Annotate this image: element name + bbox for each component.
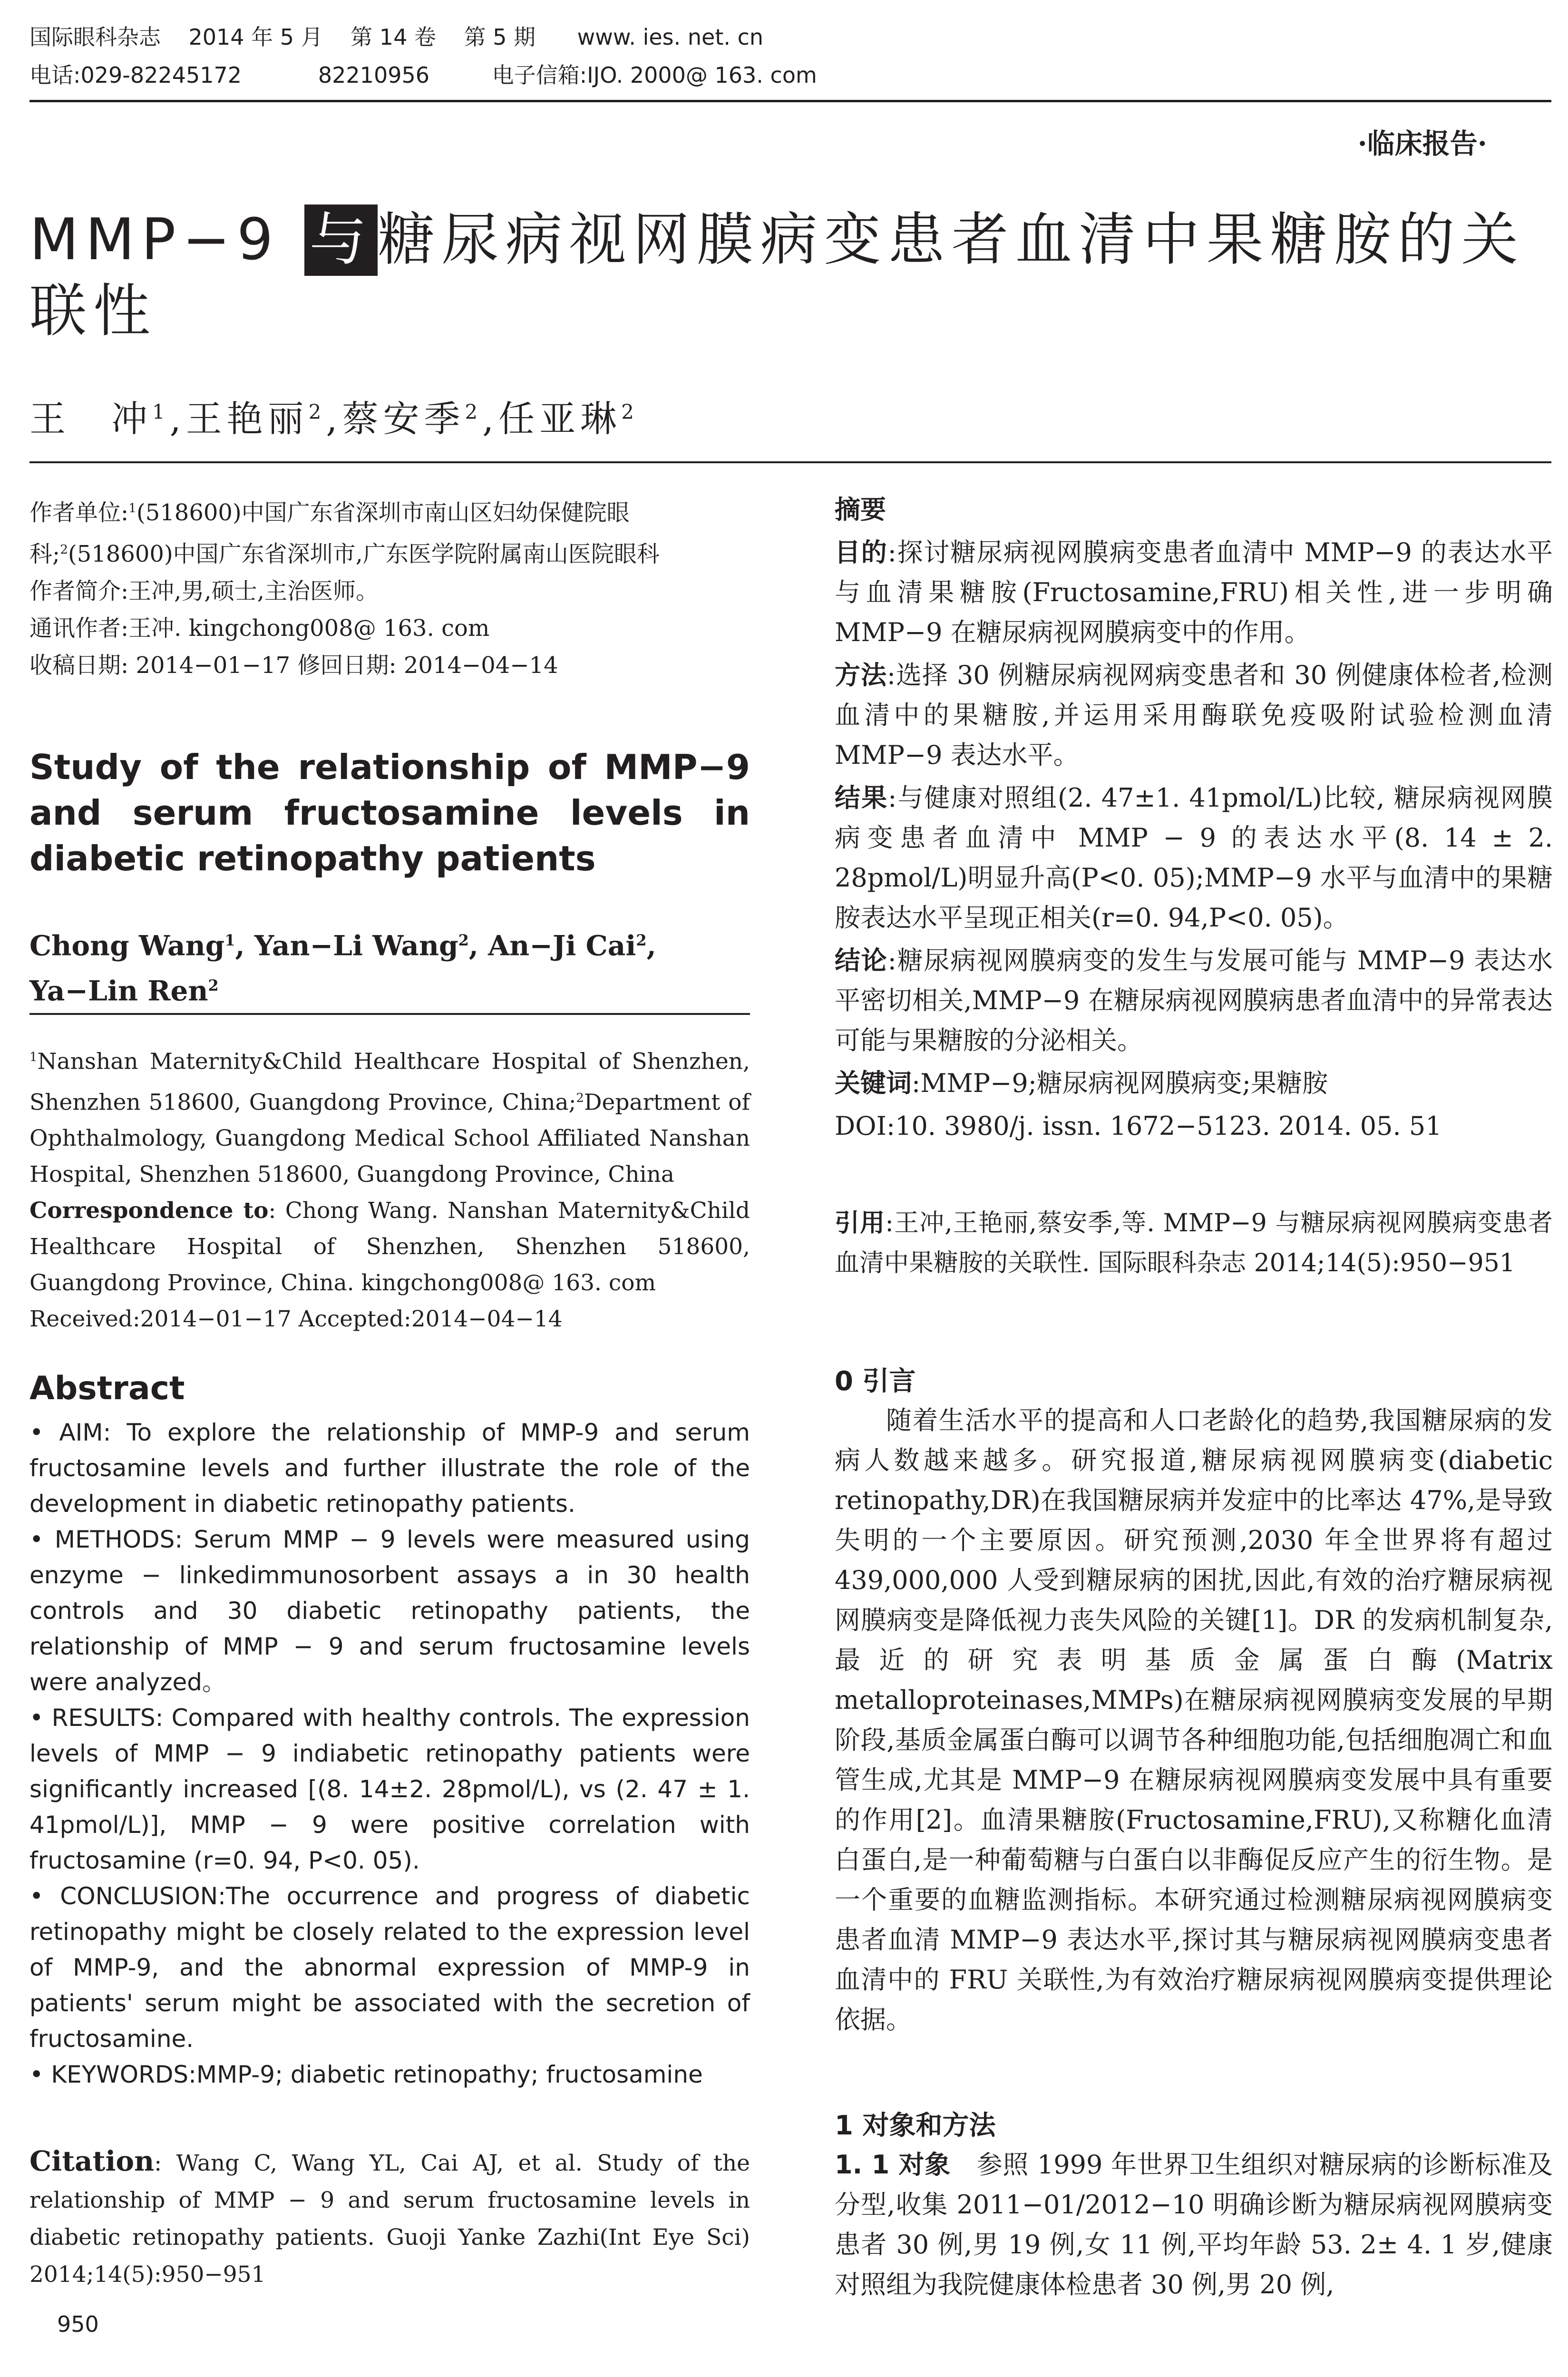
affil-cn-sup1: 1 — [128, 501, 136, 516]
methods-text: 参照 1999 年世界卫生组织对糖尿病的诊断标准及分型,收集 2011−01/2012−10 明确诊断为糖尿病视网膜病变患者 30 例,男 19 例,女 11 例,平均年龄 53. 2± 4. 1 岁,健康对照组为我院健康体检患者 30 例,男 20 例, — [835, 2150, 1553, 2299]
citation-cn — [835, 1203, 1553, 1283]
affiliation-cn-units — [29, 490, 750, 573]
article-title — [29, 205, 1551, 347]
abstract-cn — [835, 490, 1553, 1149]
abstract-aim: • AIM: To explore the relationship of MMP-9 and serum fructosamine levels and further illustrate the role of the development in diabetic retinopathy patients. — [29, 1419, 750, 1518]
author-en-1-sup: 1 — [224, 931, 235, 949]
abstract-methods: • METHODS: Serum MMP − 9 levels were measured using enzyme − linkedimmunosorbent assays a in 30 health controls and 30 diabetic retinopathy patients, the relationship of MMP − 9 and serum fructosamine levels were analyzed。 — [29, 1526, 750, 1696]
affiliation-cn — [29, 490, 750, 684]
journal-header-line2: 电话:029-82245172 82210956 电子信箱:IJO. 2000@ 163. com — [29, 62, 817, 88]
abstract-cn-keywords-text: :MMP−9;糖尿病视网膜病变;果糖胺 — [912, 1068, 1328, 1098]
methods-subheading: 1. 1 对象 — [835, 2150, 951, 2180]
abstract-cn-results-text: :与健康对照组(2. 47±1. 41pmol/L)比较, 糖尿病视网膜病变患者血清中 MMP − 9 的表达水平(8. 14 ± 2. 28pmol/L)明显升高(P<0. 05);MMP−9 水平与血清中的果糖胺表达水平呈现正相关(r=0. 94,P<0. 05)。 — [835, 783, 1553, 933]
author-en-3-sup: 2 — [636, 931, 647, 949]
affil-cn-unit1: (518600)中国广东省深圳市南山区妇幼保健院眼科; — [29, 499, 630, 567]
correspondence-label: Correspondence to — [29, 1198, 269, 1224]
abstract-cn-aim-text: :探讨糖尿病视网膜病变患者血清中 MMP−9 的表达水平与血清果糖胺(Fructosamine,FRU)相关性,进一步明确 MMP−9 在糖尿病视网膜病变中的作用。 — [835, 537, 1553, 647]
section-label: ·临床报告· — [1357, 127, 1487, 160]
citation-cn-label: 引用 — [835, 1209, 886, 1237]
author-cn-1-sup: 1 — [152, 400, 170, 424]
author-en-3: , An−Ji Cai — [468, 929, 636, 962]
page-number: 950 — [57, 2311, 99, 2337]
title-rule — [29, 461, 1551, 463]
abstract-cn-aim — [835, 533, 1553, 653]
title-part2: 糖尿病视网膜病变患者血清中果糖胺的关联性 — [29, 207, 1525, 344]
english-title: Study of the relationship of MMP−9 and serum fructosamine levels in diabetic retinopathy patients — [29, 747, 750, 878]
authors-en — [29, 920, 750, 1011]
authors-cn — [29, 390, 639, 442]
title-mark: 与 — [304, 205, 378, 276]
abstract-cn-keywords-label: 关键词 — [835, 1068, 912, 1098]
abstract-heading: Abstract — [29, 1370, 185, 1407]
abstract-cn-keywords — [835, 1063, 1553, 1103]
dates-cn: 收稿日期: 2014−01−17 修回日期: 2014−04−14 — [29, 652, 558, 679]
affil-cn-label: 作者单位: — [29, 499, 129, 526]
abstract-cn-conclusion — [835, 941, 1553, 1061]
correspondence-en — [29, 1193, 750, 1301]
affil-en-unit2: Department of Ophthalmology, Guangdong Medical School Affiliated Nanshan Hospital, Shenzhen 518600, Guangdong Province, China — [29, 1089, 750, 1188]
methods-heading: 1 对象和方法 — [835, 2110, 996, 2141]
correspondence-text: : Chong Wang. Nanshan Maternity&Child Healthcare Hospital of Shenzhen, Shenzhen 518600, Guangdong Province, China. kingchong008@ 163. com — [29, 1198, 750, 1296]
citation-en-label: Citation — [29, 2145, 155, 2177]
author-cn-4-sup: 2 — [621, 400, 639, 424]
affil-en-sup1: 1 — [29, 1050, 38, 1064]
abstract-cn-results-label: 结果 — [835, 783, 888, 813]
author-en-4-sup: 2 — [208, 976, 219, 995]
abstract-cn-methods — [835, 655, 1553, 775]
citation-en-text: : Wang C, Wang YL, Cai AJ, et al. Study of the relationship of MMP − 9 and serum fructosamine levels in diabetic retinopathy patients. Guoji Yanke Zazhi(Int Eye Sci) 2014;14(5):950−951 — [29, 2150, 750, 2288]
intro-body: 随着生活水平的提高和人口老龄化的趋势,我国糖尿病的发病人数越来越多。研究报道,糖尿病视网膜病变(diabetic retinopathy,DR)在我国糖尿病并发症中的比率达 47%,是导致失明的一个主要原因。研究预测,2030 年全世界将有超过 439,000,000 人受到糖尿病的困扰,因此,有效的治疗糖尿病视网膜病变是降低视力丧失风险的关键[1]。DR 的发病机制复杂,最近的研究表明基质金属蛋白酶(Matrix metalloproteinases,MMPs)在糖尿病视网膜病变发展的早期阶段,基质金属蛋白酶可以调节各种细胞功能,包括细胞凋亡和血管生成,尤其是 MMP−9 在糖尿病视网膜病变发展中具有重要的作用[2]。血清果糖胺(Fructosamine,FRU),又称糖化血清白蛋白,是一种葡萄糖与白蛋白以非酶促反应产生的衍生物。是一个重要的血糖监测指标。本研究通过检测糖尿病视网膜病变患者血清 MMP−9 表达水平,探讨其与糖尿病视网膜病变患者血清中的 FRU 关联性,为有效治疗糖尿病视网膜病变提供理论依据。 — [835, 1405, 1553, 2035]
author-cn-1: 王 冲 — [29, 398, 152, 440]
author-en-2: , Yan−Li Wang — [235, 929, 458, 962]
author-cn-3: ,蔡安季 — [326, 398, 465, 440]
author-intro-cn: 作者简介:王冲,男,硕士,主治医师。 — [29, 578, 379, 604]
intro-heading: 0 引言 — [835, 1366, 916, 1397]
citation-en — [29, 2143, 750, 2293]
affil-en-unit1: Nanshan Maternity&Child Healthcare Hospital of Shenzhen, Shenzhen 518600, Guangdong Province, China; — [29, 1048, 750, 1116]
abstract-keywords: • KEYWORDS:MMP-9; diabetic retinopathy; fructosamine — [29, 2061, 703, 2088]
abstract-en-body — [29, 1415, 750, 2093]
abstract-cn-conclusion-label: 结论 — [835, 945, 888, 975]
abstract-cn-conclusion-text: :糖尿病视网膜病变的发生与发展可能与 MMP−9 表达水平密切相关,MMP−9 在糖尿病视网膜病患者血清中的异常表达可能与果糖胺的分泌相关。 — [835, 945, 1553, 1055]
author-cn-2-sup: 2 — [308, 400, 326, 424]
author-cn-4: ,任亚琳 — [482, 398, 622, 440]
abstract-cn-methods-label: 方法 — [835, 660, 887, 690]
author-en-1: Chong Wang — [29, 929, 225, 962]
abstract-conclusion: • CONCLUSION:The occurrence and progress of diabetic retinopathy might be closely related to the expression level of MMP-9, and the abnormal expression of MMP-9 in patients' serum might be associated with the secretion of fructosamine. — [29, 1882, 750, 2053]
citation-cn-text: :王冲,王艳丽,蔡安季,等. MMP−9 与糖尿病视网膜病变患者血清中果糖胺的关联性. 国际眼科杂志 2014;14(5):950−951 — [835, 1209, 1553, 1277]
affiliation-en-units — [29, 1039, 750, 1193]
affil-en-sup2: 2 — [576, 1091, 584, 1105]
header-rule — [29, 100, 1551, 102]
affil-cn-sup2: 2 — [60, 542, 68, 557]
abstract-cn-aim-label: 目的 — [835, 537, 888, 567]
corresponding-author-cn: 通讯作者:王冲. kingchong008@ 163. com — [29, 615, 490, 642]
dates-en: Received:2014−01−17 Accepted:2014−04−14 — [29, 1306, 563, 1333]
abstract-cn-heading: 摘要 — [835, 495, 886, 525]
affiliation-en — [29, 1039, 750, 1337]
abstract-cn-methods-text: :选择 30 例糖尿病视网病变患者和 30 例健康体检者,检测血清中的果糖胺,并运用采用酶联免疫吸附试验检测血清 MMP−9 表达水平。 — [835, 660, 1553, 770]
english-header-rule — [29, 1013, 750, 1015]
author-en-2-sup: 2 — [458, 931, 469, 949]
author-en-4: , Ya−Lin Ren — [29, 929, 656, 1007]
abstract-cn-results — [835, 778, 1553, 938]
author-cn-3-sup: 2 — [465, 400, 483, 424]
abstract-results: • RESULTS: Compared with healthy controls. The expression levels of MMP − 9 indiabetic retinopathy patients were significantly increased [(8. 14±2. 28pmol/L), vs (2. 47 ± 1. 41pmol/L)], MMP − 9 were positive correlation with fructosamine (r=0. 94, P<0. 05). — [29, 1704, 750, 1874]
abstract-cn-doi: DOI:10. 3980/j. issn. 1672−5123. 2014. 05. 51 — [835, 1111, 1442, 1141]
title-part1: MMP−9 — [29, 207, 305, 273]
author-cn-2: ,王艳丽 — [169, 398, 309, 440]
journal-header-line1: 国际眼科杂志 2014 年 5 月 第 14 卷 第 5 期 www. ies. net. cn — [29, 24, 764, 50]
affil-cn-unit2: (518600)中国广东省深圳市,广东医学院附属南山医院眼科 — [68, 541, 660, 567]
methods-body — [835, 2145, 1553, 2305]
